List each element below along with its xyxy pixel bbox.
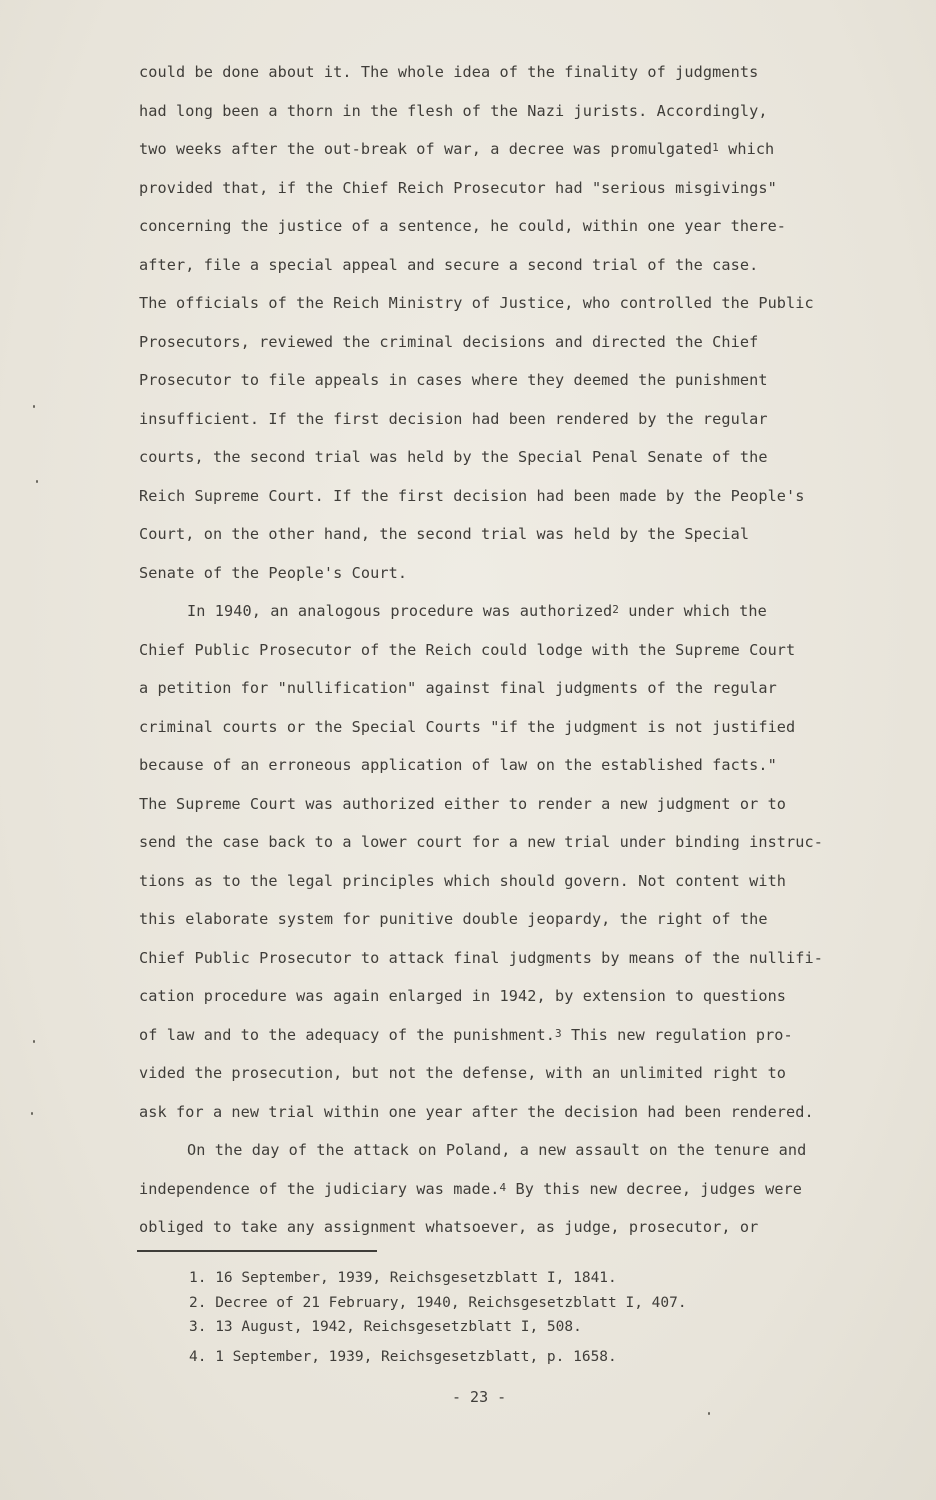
body-line-text: Court, on the other hand, the second trial was held by the Special bbox=[139, 525, 750, 543]
body-line bbox=[139, 1217, 758, 1237]
footnote-divider bbox=[137, 1250, 377, 1252]
body-line-text: two weeks after the out-break of war, a decree was promulgated bbox=[139, 140, 713, 158]
body-line bbox=[139, 524, 749, 544]
body-line bbox=[139, 678, 777, 698]
body-line-text: obliged to take any assignment whatsoever, as judge, prosecutor, or bbox=[139, 1218, 759, 1236]
footnote-ref: 3 bbox=[554, 1026, 562, 1040]
body-line bbox=[139, 1063, 786, 1083]
body-line-text-after: under which the bbox=[618, 602, 767, 620]
body-line bbox=[139, 1179, 802, 1201]
body-line-text: Prosecutor to file appeals in cases where they deemed the punishment bbox=[139, 371, 768, 389]
body-line-text: a petition for "nullification" against final judgments of the regular bbox=[139, 679, 777, 697]
body-line-text: The Supreme Court was authorized either to render a new judgment or to bbox=[139, 794, 787, 813]
page-number: - 23 - bbox=[452, 1388, 507, 1406]
paper-speck bbox=[33, 1040, 35, 1043]
body-line-text: because of an erroneous application of law on the established facts." bbox=[139, 756, 777, 774]
body-line-text-after: which bbox=[718, 140, 775, 158]
body-line-text: provided that, if the Chief Reich Prosecutor had "serious misgivings" bbox=[139, 178, 777, 197]
body-line bbox=[139, 794, 786, 814]
body-line bbox=[139, 370, 768, 390]
body-line bbox=[139, 755, 777, 775]
body-line-text: On the day of the attack on Poland, a new assault on the tenure and bbox=[187, 1141, 807, 1159]
body-line-text: cation procedure was again enlarged in 1942, by extension to questions bbox=[139, 987, 787, 1005]
body-line bbox=[139, 717, 795, 737]
body-line bbox=[139, 871, 786, 891]
body-line-text: tions as to the legal principles which should govern. Not content with bbox=[139, 871, 787, 890]
body-line bbox=[139, 1025, 793, 1047]
body-line-text: could be done about it. The whole idea of the finality of judgments bbox=[139, 63, 759, 81]
body-line bbox=[187, 1140, 806, 1160]
footnote-ref: 1 bbox=[712, 141, 719, 154]
body-line-text: Prosecutors, reviewed the criminal decisions and directed the Chief bbox=[139, 332, 759, 351]
body-line-text: vided the prosecution, but not the defense, with an unlimited right to bbox=[139, 1064, 787, 1082]
body-line bbox=[139, 948, 823, 968]
body-line-text-after: By this new decree, judges were bbox=[506, 1179, 803, 1198]
body-line-text: after, file a special appeal and secure a second trial of the case. bbox=[139, 255, 759, 274]
body-line bbox=[139, 640, 795, 660]
paper-speck bbox=[708, 1412, 710, 1415]
body-line-text: ask for a new trial within one year after the decision had been rendered. bbox=[139, 1102, 814, 1121]
paper-speck bbox=[36, 480, 38, 483]
body-line bbox=[139, 832, 823, 852]
body-line-text: criminal courts or the Special Courts "if the judgment is not justified bbox=[139, 717, 796, 736]
body-line-text: Reich Supreme Court. If the first decision had been made by the People's bbox=[139, 486, 805, 505]
body-line-text: insufficient. If the first decision had been rendered by the regular bbox=[139, 409, 768, 428]
body-line-text: In 1940, an analogous procedure was authorized bbox=[187, 602, 613, 620]
body-line bbox=[139, 332, 758, 352]
body-line bbox=[139, 486, 805, 506]
footnote-item: 2. Decree of 21 February, 1940, Reichsgesetzblatt I, 407. bbox=[189, 1294, 687, 1311]
body-line-text-after: This new regulation pro- bbox=[561, 1025, 793, 1044]
footnote-ref: 2 bbox=[612, 603, 619, 616]
body-line-text: independence of the judiciary was made. bbox=[139, 1179, 500, 1198]
paper-speck bbox=[31, 1112, 33, 1115]
body-line-text: Senate of the People's Court. bbox=[139, 563, 408, 582]
body-line-text: Chief Public Prosecutor of the Reich could lodge with the Supreme Court bbox=[139, 640, 796, 659]
body-line-text: Chief Public Prosecutor to attack final judgments by means of the nullifi- bbox=[139, 948, 824, 967]
body-line bbox=[139, 62, 758, 82]
body-line bbox=[139, 293, 814, 313]
body-line-text: courts, the second trial was held by the Special Penal Senate of the bbox=[139, 448, 768, 466]
body-line-text: The officials of the Reich Ministry of Justice, who controlled the Public bbox=[139, 294, 814, 312]
body-line bbox=[139, 216, 786, 236]
body-line-text: of law and to the adequacy of the punishment. bbox=[139, 1025, 555, 1044]
body-line-text: concerning the justice of a sentence, he could, within one year there- bbox=[139, 217, 787, 235]
body-line-text: this elaborate system for punitive double jeopardy, the right of the bbox=[139, 910, 768, 928]
body-line bbox=[139, 178, 777, 198]
body-line bbox=[139, 563, 407, 583]
body-line bbox=[187, 601, 767, 623]
footnote-ref: 4 bbox=[499, 1180, 507, 1194]
body-line bbox=[139, 986, 786, 1006]
body-line bbox=[139, 101, 768, 121]
footnote-item: 4. 1 September, 1939, Reichsgesetzblatt, p. 1658. bbox=[189, 1348, 617, 1365]
body-line bbox=[139, 909, 768, 929]
paper-speck bbox=[33, 405, 35, 408]
body-line bbox=[139, 255, 758, 275]
body-line-text: send the case back to a lower court for a new trial under binding instruc- bbox=[139, 833, 824, 851]
body-line bbox=[139, 139, 774, 161]
body-line bbox=[139, 409, 768, 429]
footnote-item: 3. 13 August, 1942, Reichsgesetzblatt I, 508. bbox=[189, 1319, 582, 1335]
body-line-text: had long been a thorn in the flesh of the Nazi jurists. Accordingly, bbox=[139, 101, 768, 120]
footnote-item: 1. 16 September, 1939, Reichsgesetzblatt I, 1841. bbox=[189, 1270, 617, 1286]
body-line bbox=[139, 1102, 814, 1122]
body-line bbox=[139, 447, 768, 467]
